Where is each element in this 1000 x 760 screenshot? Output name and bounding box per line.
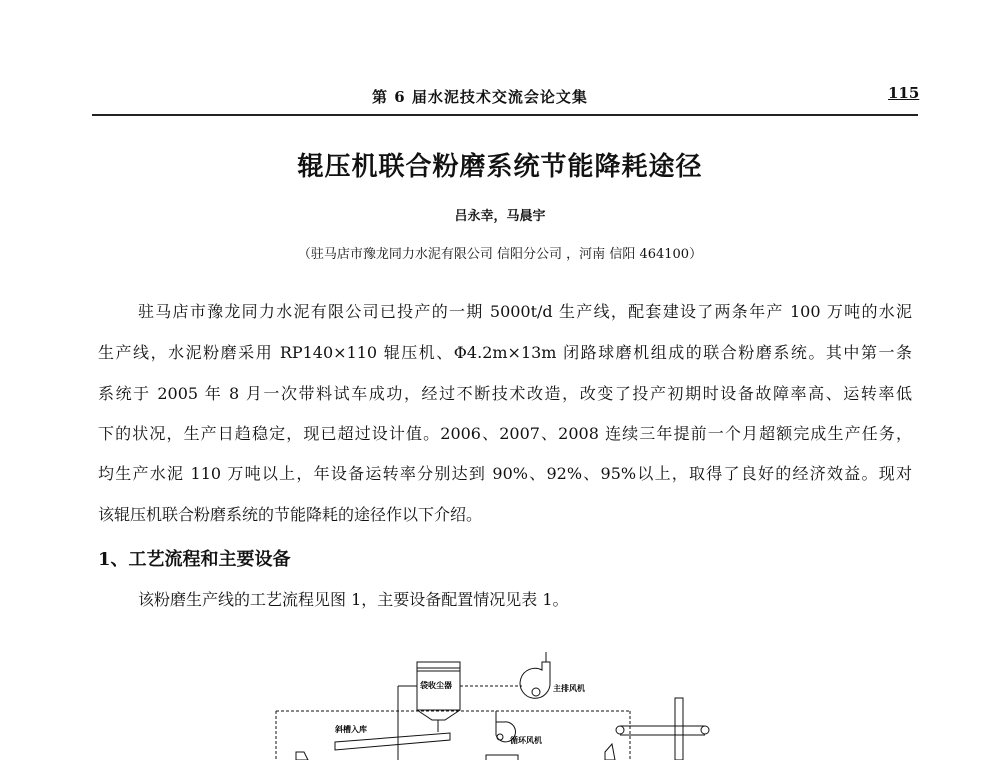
paper-title: 辊压机联合粉磨系统节能降耗途径 (297, 152, 703, 182)
paragraph-line: 均生产水泥 110 万吨以上，年设备运转率分别达到 90%、92%、95%以上，取得了良好的经济效益。现对 (98, 464, 912, 483)
header-rule (92, 114, 918, 116)
paragraph-line: 该辊压机联合粉磨系统的节能降耗的途径作以下介绍。 (98, 505, 483, 524)
affiliation: （驻马店市豫龙同力水泥有限公司 信阳分公司 ，河南 信阳 464100） (297, 247, 703, 262)
running-header: 第 6 届水泥技术交流会论文集 (372, 88, 588, 106)
chute-shape (335, 733, 450, 750)
paragraph-line: 系统于 2005 年 8 月一次带料试车成功，经过不断技术改造，改变了投产初期时设备故障率高、运转率低 (98, 384, 912, 403)
section-heading: 1、工艺流程和主要设备 (98, 549, 291, 570)
main-fan-shape (520, 662, 550, 698)
paragraph-line: 驻马店市豫龙同力水泥有限公司已投产的一期 5000t/d 生产线，配套建设了两条年产 100 万吨的水泥 (138, 302, 912, 321)
label-circulating-fan: 循环风机 (510, 736, 542, 745)
page-number: 115 (888, 84, 920, 102)
label-bag-filter: 袋收尘器 (420, 681, 452, 690)
authors: 吕永幸，马晨宇 (454, 209, 546, 224)
paragraph-line: 生产线，水泥粉磨采用 RP140×110 辊压机、Φ4.2m×13m 闭路球磨机组成的联合粉磨系统。其中第一条 (98, 343, 912, 362)
label-chute: 斜槽入库 (335, 725, 367, 734)
label-main-fan: 主排风机 (553, 684, 585, 693)
paragraph-line: 下的状况，生产日趋稳定，现已超过设计值。2006、2007、2008 连续三年提前一个月超额完成生产任务， (98, 424, 912, 443)
section-intro: 该粉磨生产线的工艺流程见图 1，主要设备配置情况见表 1。 (138, 590, 569, 609)
process-flow-diagram (260, 640, 720, 760)
